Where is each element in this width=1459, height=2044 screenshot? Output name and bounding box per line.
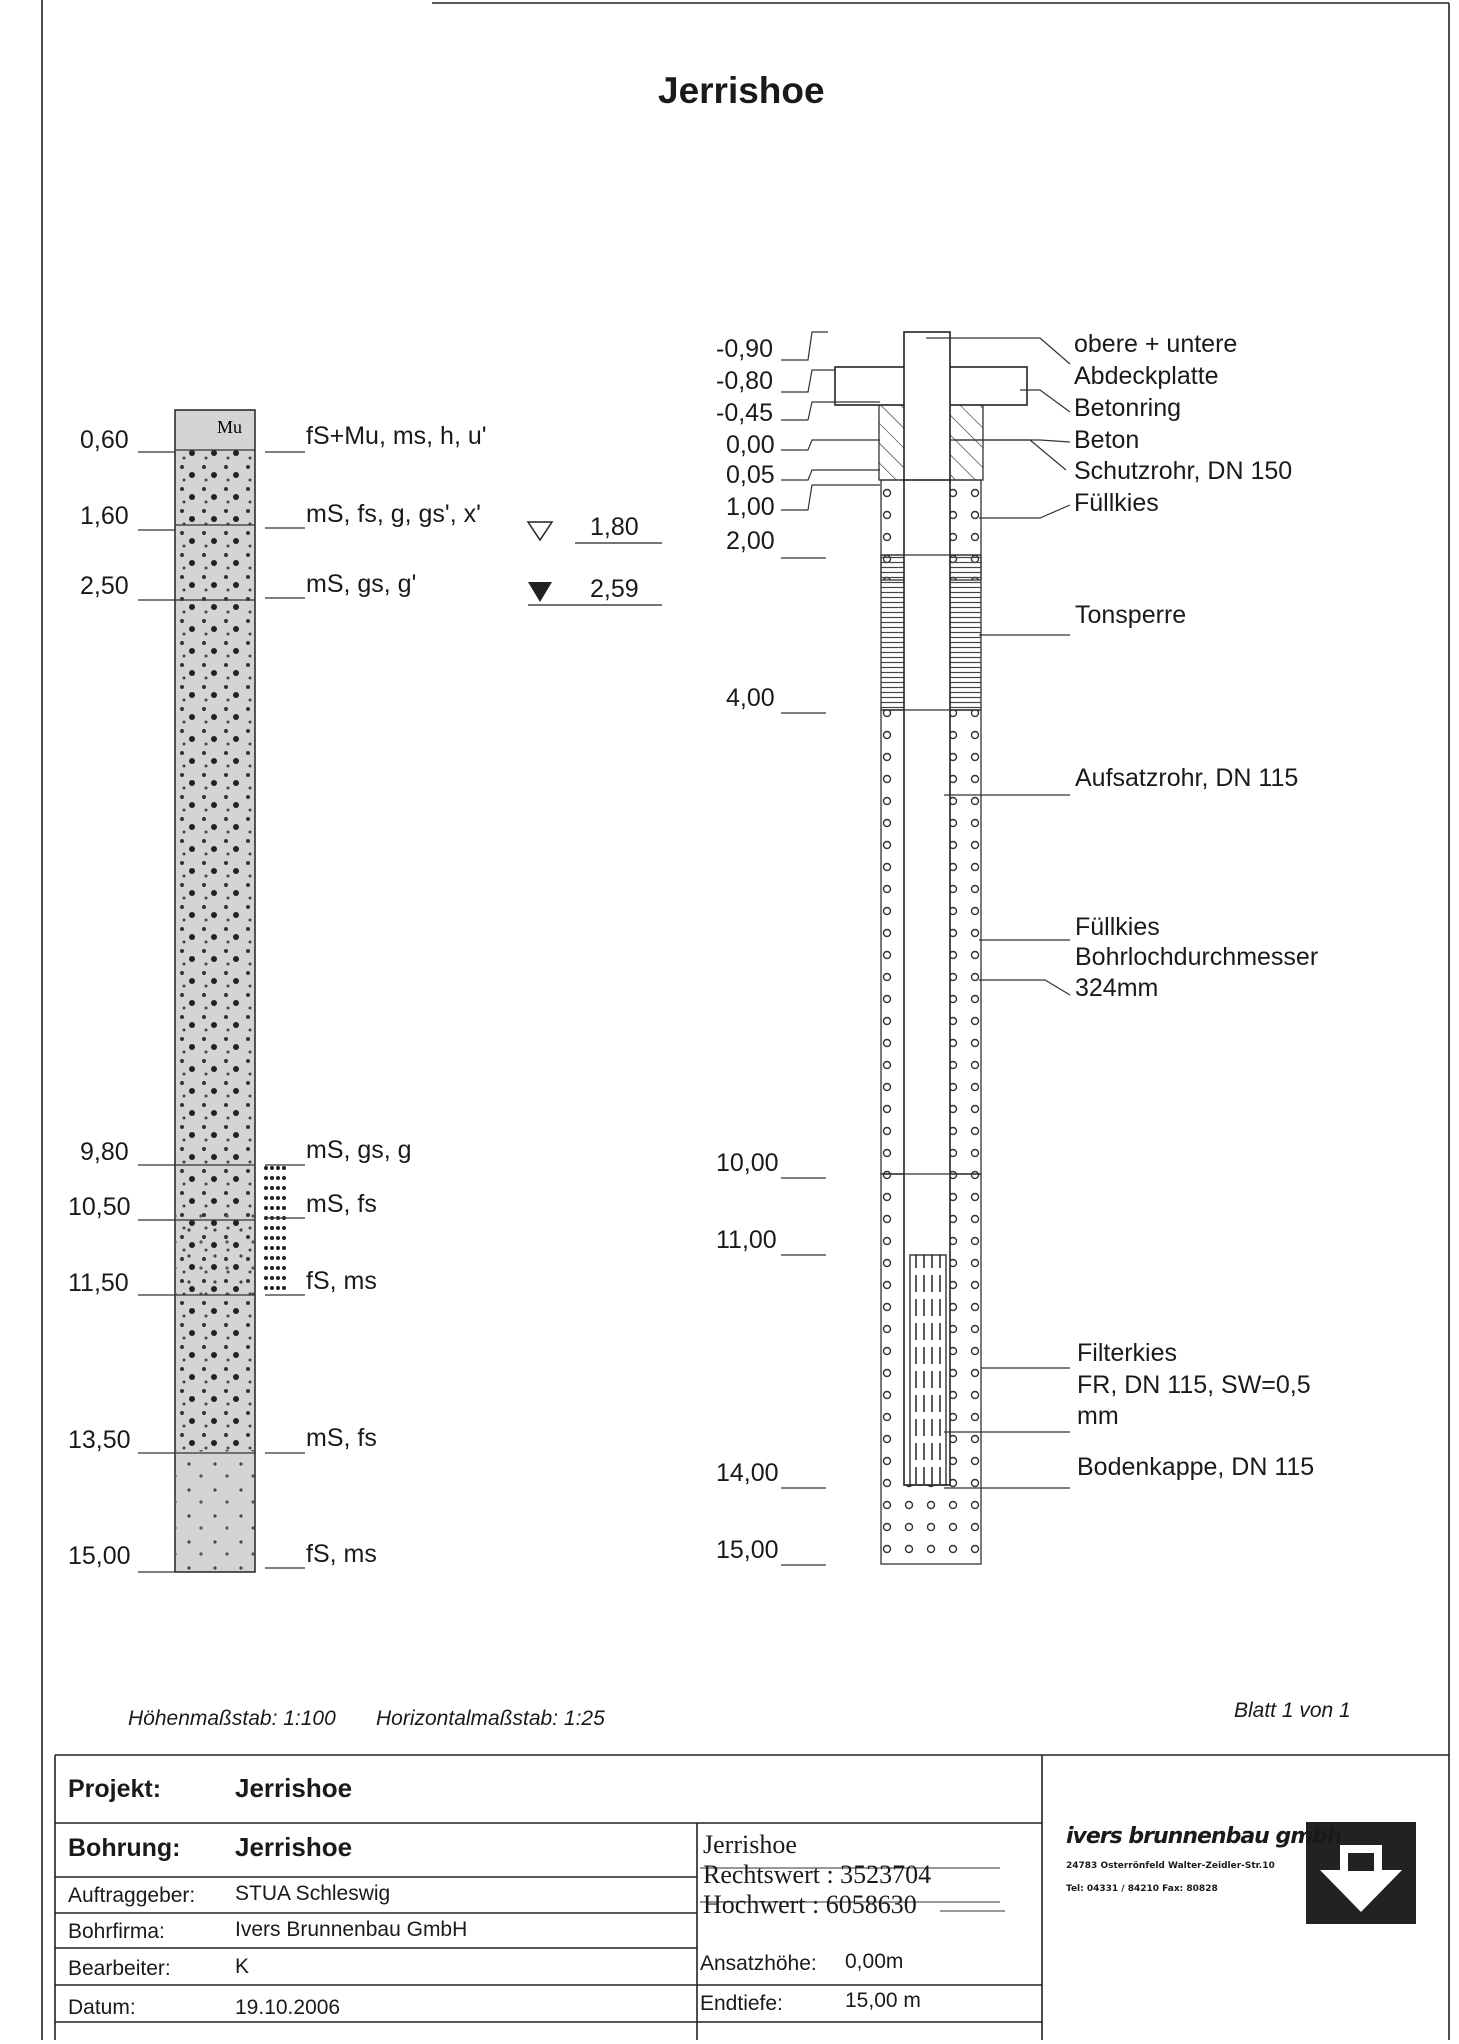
label-fuellkies-top: Füllkies xyxy=(1074,489,1159,517)
soil-symbol-dot xyxy=(276,1286,280,1290)
stamp-hochwert: Hochwert : 6058630 xyxy=(703,1890,917,1919)
company-address: 24783 Osterrönfeld Walter-Zeidler-Str.10 xyxy=(1066,1861,1275,1871)
mu-annotation: Mu xyxy=(217,417,243,437)
soil-symbol-dot xyxy=(282,1286,286,1290)
label-betonring: Betonring xyxy=(1074,394,1182,422)
auftraggeber-key: Auftraggeber: xyxy=(68,1884,196,1907)
well-depth: -0,90 xyxy=(716,335,773,363)
soil-symbol-dot xyxy=(270,1196,274,1200)
soil-symbol-dot xyxy=(264,1166,268,1170)
vertical-scale: Höhenmaßstab: 1:100 xyxy=(128,1707,336,1730)
soil-column xyxy=(175,410,255,1572)
ansatzhoehe-key: Ansatzhöhe: xyxy=(700,1952,817,1975)
soil-symbol-dot xyxy=(282,1176,286,1180)
layer-description: fS, ms xyxy=(306,1267,377,1295)
well-depth: 0,05 xyxy=(726,461,775,489)
well-depth: -0,45 xyxy=(716,399,773,427)
soil-symbol-dot xyxy=(282,1256,286,1260)
label-aufsatzrohr: Aufsatzrohr, DN 115 xyxy=(1075,764,1299,792)
well-depth: 11,00 xyxy=(716,1226,777,1254)
soil-symbol-dot xyxy=(282,1236,286,1240)
soil-symbol-dot xyxy=(270,1286,274,1290)
well-depth: 15,00 xyxy=(716,1536,779,1564)
water-level-value: 2,59 xyxy=(590,575,639,603)
soil-symbol-dot xyxy=(282,1276,286,1280)
soil-symbol-dot xyxy=(270,1186,274,1190)
soil-symbol-dot xyxy=(276,1176,280,1180)
layer-description: mS, fs xyxy=(306,1190,377,1218)
well-depth: 4,00 xyxy=(726,684,775,712)
soil-symbol-dot xyxy=(282,1186,286,1190)
bohrung-value: Jerrishoe xyxy=(235,1832,353,1862)
soil-symbol-dot xyxy=(276,1166,280,1170)
datum-value: 19.10.2006 xyxy=(235,1996,341,2019)
stamp-name: Jerrishoe xyxy=(703,1830,797,1859)
layer-description: mS, fs xyxy=(306,1424,377,1452)
layer-depth: 13,50 xyxy=(68,1426,131,1454)
label-filterkies: Filterkies xyxy=(1077,1339,1178,1367)
company-name: ivers brunnenbau gmbh xyxy=(1066,1824,1342,1849)
endtiefe-value: 15,00 m xyxy=(845,1989,921,2012)
auftraggeber-value: STUA Schleswig xyxy=(235,1882,391,1905)
soil-symbol-dot xyxy=(276,1186,280,1190)
soil-symbol-dot xyxy=(276,1246,280,1250)
projekt-key: Projekt: xyxy=(68,1775,162,1803)
label-filter-2: mm xyxy=(1077,1402,1119,1430)
soil-symbol-dot xyxy=(270,1226,274,1230)
label-bodenkappe: Bodenkappe, DN 115 xyxy=(1077,1453,1315,1481)
soil-symbol-dot xyxy=(270,1256,274,1260)
page-title: Jerrishoe xyxy=(658,70,825,111)
soil-symbol-dot xyxy=(264,1256,268,1260)
company-phone: Tel: 04331 / 84210 Fax: 80828 xyxy=(1066,1884,1218,1894)
soil-symbol-dot xyxy=(282,1226,286,1230)
label-abdeckplatte-2: Abdeckplatte xyxy=(1074,362,1219,390)
layer-description: mS, gs, g' xyxy=(306,570,417,598)
soil-symbol-dot xyxy=(270,1206,274,1210)
well-diagram xyxy=(835,332,1027,1564)
datum-key: Datum: xyxy=(68,1996,136,2019)
soil-symbol-dot xyxy=(270,1166,274,1170)
well-depth: -0,80 xyxy=(716,367,773,395)
well-depth-leaders xyxy=(781,332,880,1565)
soil-symbol-dot xyxy=(264,1236,268,1240)
open-triangle-icon xyxy=(528,522,552,540)
soil-symbol-dot xyxy=(270,1236,274,1240)
label-filter-1: FR, DN 115, SW=0,5 xyxy=(1077,1371,1311,1399)
well-depth: 0,00 xyxy=(726,431,775,459)
soil-symbol-dot xyxy=(264,1226,268,1230)
bohrfirma-value: Ivers Brunnenbau GmbH xyxy=(235,1918,468,1941)
soil-symbol-dot xyxy=(264,1276,268,1280)
soil-symbol-dot xyxy=(276,1256,280,1260)
layer-depth: 10,50 xyxy=(68,1193,131,1221)
bearbeiter-key: Bearbeiter: xyxy=(68,1957,171,1980)
well-depth: 2,00 xyxy=(726,527,775,555)
soil-symbol-dot xyxy=(282,1206,286,1210)
layer-description: mS, gs, g xyxy=(306,1136,412,1164)
soil-symbol-dot xyxy=(270,1276,274,1280)
soil-symbol-dot xyxy=(276,1276,280,1280)
soil-symbol-dot xyxy=(282,1196,286,1200)
soil-symbol-dot xyxy=(264,1176,268,1180)
layer-depth: 11,50 xyxy=(68,1269,129,1297)
water-level-value: 1,80 xyxy=(590,513,639,541)
bearbeiter-value: K xyxy=(235,1955,250,1978)
well-depth: 10,00 xyxy=(716,1149,779,1177)
label-schutzrohr: Schutzrohr, DN 150 xyxy=(1074,457,1293,485)
projekt-value: Jerrishoe xyxy=(235,1773,353,1803)
bohrfirma-key: Bohrfirma: xyxy=(68,1920,165,1943)
filled-triangle-icon xyxy=(528,582,552,602)
well-depth: 1,00 xyxy=(726,493,775,521)
soil-symbol-dot xyxy=(270,1176,274,1180)
layer-description: fS+Mu, ms, h, u' xyxy=(306,422,487,450)
soil-symbol-strip xyxy=(264,1166,286,1290)
stamp-rechtswert: Rechtswert : 3523704 xyxy=(703,1860,932,1889)
soil-symbol-dot xyxy=(264,1266,268,1270)
soil-symbol-dot xyxy=(276,1236,280,1240)
sheet-number: Blatt 1 von 1 xyxy=(1234,1699,1351,1722)
layer-depth: 2,50 xyxy=(80,572,129,600)
soil-symbol-dot xyxy=(282,1266,286,1270)
soil-symbol-dot xyxy=(264,1186,268,1190)
soil-symbol-dot xyxy=(276,1266,280,1270)
well-depth: 14,00 xyxy=(716,1459,779,1487)
ansatzhoehe-value: 0,00m xyxy=(845,1950,904,1973)
label-beton: Beton xyxy=(1074,426,1140,454)
layer-depth: 0,60 xyxy=(80,426,129,454)
layer-description: mS, fs, g, gs', x' xyxy=(306,500,481,528)
soil-symbol-dot xyxy=(270,1266,274,1270)
soil-symbol-dot xyxy=(264,1286,268,1290)
soil-symbol-dot xyxy=(270,1246,274,1250)
layer-description: fS, ms xyxy=(306,1540,377,1568)
soil-symbol-dot xyxy=(276,1196,280,1200)
soil-symbol-dot xyxy=(264,1246,268,1250)
layer-depth: 15,00 xyxy=(68,1542,131,1570)
soil-symbol-dot xyxy=(282,1246,286,1250)
label-bohrloch-1: Bohrlochdurchmesser xyxy=(1075,943,1319,971)
soil-symbol-dot xyxy=(276,1206,280,1210)
layer-depth: 1,60 xyxy=(80,502,129,530)
label-tonsperre: Tonsperre xyxy=(1075,601,1187,629)
endtiefe-key: Endtiefe: xyxy=(700,1992,783,2015)
horizontal-scale: Horizontalmaßstab: 1:25 xyxy=(376,1707,605,1730)
label-bohrloch-2: 324mm xyxy=(1075,974,1159,1002)
soil-symbol-dot xyxy=(264,1206,268,1210)
label-abdeckplatte-1: obere + untere xyxy=(1074,330,1238,358)
soil-symbol-dot xyxy=(282,1166,286,1170)
soil-symbol-dot xyxy=(276,1226,280,1230)
bohrung-key: Bohrung: xyxy=(68,1834,181,1862)
label-fuellkies-2: Füllkies xyxy=(1075,913,1160,941)
layer-depth: 9,80 xyxy=(80,1138,129,1166)
soil-symbol-dot xyxy=(264,1196,268,1200)
